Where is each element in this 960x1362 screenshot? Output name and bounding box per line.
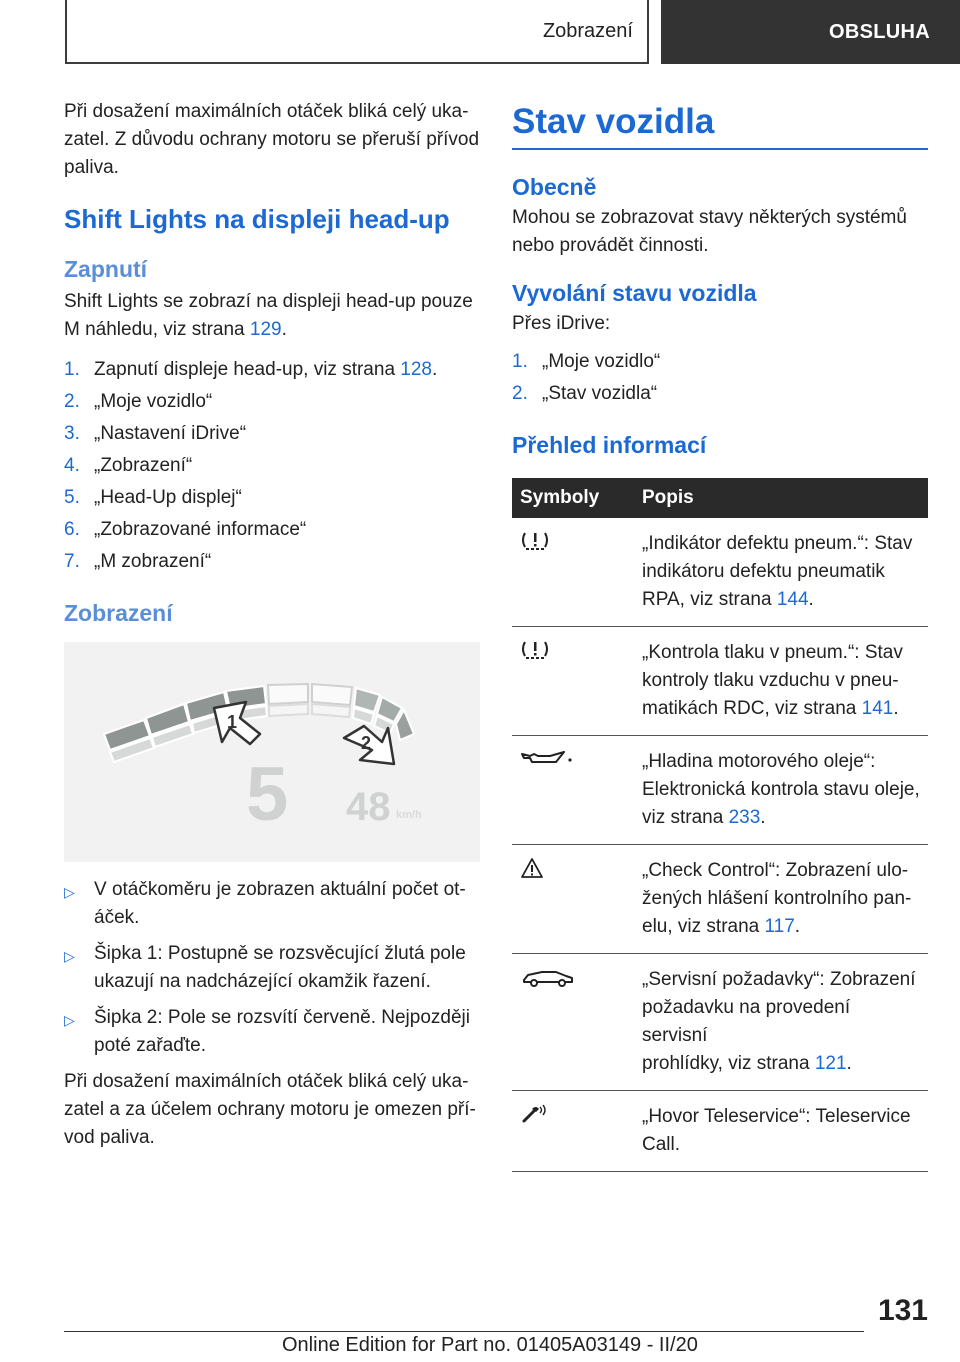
arrow-2-label: 2	[361, 733, 372, 753]
triangle-bullet-icon: ▷	[64, 948, 75, 964]
list-item	[64, 1004, 480, 1060]
list-item	[64, 418, 480, 450]
description-cell	[634, 518, 928, 627]
description-line: „Hovor Teleservice“: Teleservice	[642, 1106, 911, 1127]
tire-defect-icon	[520, 530, 550, 552]
step-label: „Moje vozidlo“	[94, 391, 213, 412]
outro-line-3: vod paliva.	[64, 1127, 155, 1148]
subheading-zobrazeni: Zobrazení	[64, 600, 173, 626]
description-line: indikátoru defektu pneumatik	[642, 561, 885, 582]
table-row	[512, 1091, 928, 1172]
description-cell	[634, 1091, 928, 1172]
table-row	[512, 845, 928, 954]
description-line: „Kontrola tlaku v pneum.“: Stav	[642, 642, 903, 663]
outro-line-2: zatel a za účelem ochrany motoru je omezen pří-	[64, 1099, 476, 1120]
step-number: 6.	[64, 519, 80, 540]
car-service-icon	[520, 966, 576, 988]
list-item	[64, 354, 480, 386]
info-table	[512, 478, 928, 1172]
page-link-128[interactable]: 128	[400, 359, 432, 380]
speed-unit: km/h	[396, 809, 422, 821]
footer-divider	[64, 1331, 864, 1332]
shift-lights-figure	[64, 642, 480, 862]
list-item	[64, 940, 480, 996]
step-number: 3.	[64, 423, 80, 444]
description-text: matikách RDC, viz strana	[642, 698, 862, 719]
description-cell	[634, 845, 928, 954]
bullet-text	[94, 940, 466, 996]
step-number: 2.	[64, 391, 80, 412]
table-row	[512, 736, 928, 845]
zapnuti-text-line-1: Shift Lights se zobrazí na displeji head-up pouze	[64, 291, 473, 312]
subheading-vyvolani: Vyvolání stavu vozidla	[512, 280, 757, 306]
step-label: „Nastavení iDrive“	[94, 423, 247, 444]
list-item	[64, 876, 480, 932]
page-link-144[interactable]: 144	[776, 589, 809, 610]
list-item	[64, 482, 480, 514]
description-line: prohlídky, viz strana 121.	[642, 1053, 852, 1074]
step-label: „Zobrazované informace“	[94, 519, 307, 540]
page-link-129[interactable]: 129	[249, 319, 282, 340]
figure-legend-list	[64, 876, 480, 1060]
left-column	[64, 98, 480, 1152]
list-item	[64, 386, 480, 418]
intro-line-2: zatel. Z důvodu ochrany motoru se přeruší přívod	[64, 129, 480, 150]
step-label: „Moje vozidlo“	[542, 351, 661, 372]
description-text: RPA, viz strana	[642, 589, 777, 610]
symbol-cell	[512, 627, 634, 736]
step-number: 7.	[64, 551, 80, 572]
bullet-line: V otáčkoměru je zobrazen aktuální počet ot-	[94, 879, 466, 900]
bullet-line: Šipka 2: Pole se rozsvítí červeně. Nejpozději	[94, 1007, 470, 1028]
description-line: „Indikátor defektu pneum.“: Stav	[642, 533, 913, 554]
description-line: elu, viz strana 117.	[642, 916, 801, 937]
step-number: 2.	[512, 383, 528, 404]
steps-list-shift-lights	[64, 354, 480, 578]
description-line: požadavku na provedení servisní	[642, 997, 851, 1046]
gear-indicator: 5	[246, 752, 289, 837]
description-text: prohlídky, viz strana	[642, 1053, 815, 1074]
obecne-line-2: nebo provádět činnosti.	[512, 235, 709, 256]
page-link-121[interactable]: 121	[814, 1053, 847, 1074]
table-row	[512, 518, 928, 627]
header-section-box	[65, 0, 649, 64]
page-link-117[interactable]: 117	[764, 916, 795, 937]
section-heading-shift-lights: Shift Lights na displeji head-up	[64, 204, 450, 234]
vyvolani-text: Přes iDrive:	[512, 313, 611, 334]
step-label: „M zobrazení“	[94, 551, 212, 572]
symbol-cell	[512, 736, 634, 845]
page-link-141[interactable]: 141	[861, 698, 894, 719]
tachometer-illustration	[64, 642, 480, 862]
step-label: Zapnutí displeje head-up, viz strana	[94, 359, 401, 380]
step-number: 4.	[64, 455, 80, 476]
subheading-obecne: Obecně	[512, 174, 597, 200]
step-text: Zapnutí displeje head-up, viz strana 128.	[94, 359, 438, 380]
description-line: viz strana 233.	[642, 807, 766, 828]
table-header-row	[512, 478, 928, 518]
list-item	[64, 514, 480, 546]
table-row	[512, 954, 928, 1091]
intro-line-1: Při dosažení maximálních otáček bliká celý uka-	[64, 101, 469, 122]
symbol-cell	[512, 954, 634, 1091]
page-link-233[interactable]: 233	[728, 807, 761, 828]
steps-list-vehicle-status	[512, 346, 928, 410]
step-label: „Zobrazení“	[94, 455, 193, 476]
step-number: 5.	[64, 487, 80, 508]
description-line: „Servisní požadavky“: Zobrazení	[642, 969, 916, 990]
description-text: elu, viz strana	[642, 916, 765, 937]
speed-readout: 48	[346, 785, 391, 829]
column-header-description: Popis	[634, 478, 928, 518]
list-item	[64, 546, 480, 578]
triangle-bullet-icon: ▷	[64, 1012, 75, 1028]
page-number: 131	[877, 1294, 928, 1327]
description-line: „Check Control“: Zobrazení ulo-	[642, 860, 909, 881]
symbol-cell	[512, 518, 634, 627]
tire-pressure-icon	[520, 639, 550, 661]
zapnuti-text-line-2: M náhledu, viz strana 129.	[64, 319, 287, 340]
list-item	[512, 378, 928, 410]
description-line: žených hlášení kontrolního pan-	[642, 888, 912, 909]
intro-line-3: paliva.	[64, 157, 119, 178]
header-chapter-tab: OBSLUHA	[661, 0, 960, 64]
teleservice-wrench-icon	[520, 1103, 550, 1125]
table-row	[512, 627, 928, 736]
description-line: Elektronická kontrola stavu oleje,	[642, 779, 920, 800]
bullet-line: áček.	[94, 907, 140, 928]
description-line: Call.	[642, 1134, 681, 1155]
description-cell	[634, 627, 928, 736]
step-number: 1.	[512, 351, 528, 372]
bullet-text	[94, 876, 466, 932]
description-line: RPA, viz strana 144.	[642, 589, 814, 610]
step-number: 1.	[64, 359, 80, 380]
zapnuti-text: M náhledu, viz strana	[64, 319, 250, 340]
right-column	[512, 98, 928, 1172]
description-text: viz strana	[642, 807, 729, 828]
subheading-zapnuti: Zapnutí	[64, 256, 148, 282]
description-line: „Hladina motorového oleje“:	[642, 751, 876, 772]
bullet-line: ukazují na nadcházející okamžik řazení.	[94, 971, 431, 992]
outro-line-1: Při dosažení maximálních otáček bliká celý uka-	[64, 1071, 469, 1092]
arrow-1-label: 1	[227, 712, 238, 732]
list-item	[64, 450, 480, 482]
description-line: kontroly tlaku vzduchu v pneu-	[642, 670, 899, 691]
page-title: Stav vozidla	[512, 102, 715, 141]
title-divider	[512, 148, 928, 150]
description-line: matikách RDC, viz strana 141.	[642, 698, 899, 719]
header-section-title: Zobrazení	[542, 19, 633, 42]
footer-edition: Online Edition for Part no. 01405A03149 - II/20	[282, 1334, 698, 1356]
symbol-cell	[512, 1091, 634, 1172]
bullet-line: poté zařaďte.	[94, 1035, 207, 1056]
obecne-line-1: Mohou se zobrazovat stavy některých systémů	[512, 207, 907, 228]
warning-triangle-icon	[520, 857, 544, 879]
description-cell	[634, 736, 928, 845]
step-label: „Stav vozidla“	[542, 383, 658, 404]
symbol-cell	[512, 845, 634, 954]
oil-can-icon	[520, 748, 576, 770]
bullet-text	[94, 1004, 470, 1060]
triangle-bullet-icon: ▷	[64, 884, 75, 900]
column-header-symbols: Symboly	[512, 478, 634, 518]
list-item	[512, 346, 928, 378]
step-label: „Head-Up displej“	[94, 487, 242, 508]
subheading-prehled: Přehled informací	[512, 432, 707, 458]
description-cell	[634, 954, 928, 1091]
bullet-line: Šipka 1: Postupně se rozsvěcující žlutá pole	[94, 943, 466, 964]
arrow-2-icon	[344, 726, 394, 764]
